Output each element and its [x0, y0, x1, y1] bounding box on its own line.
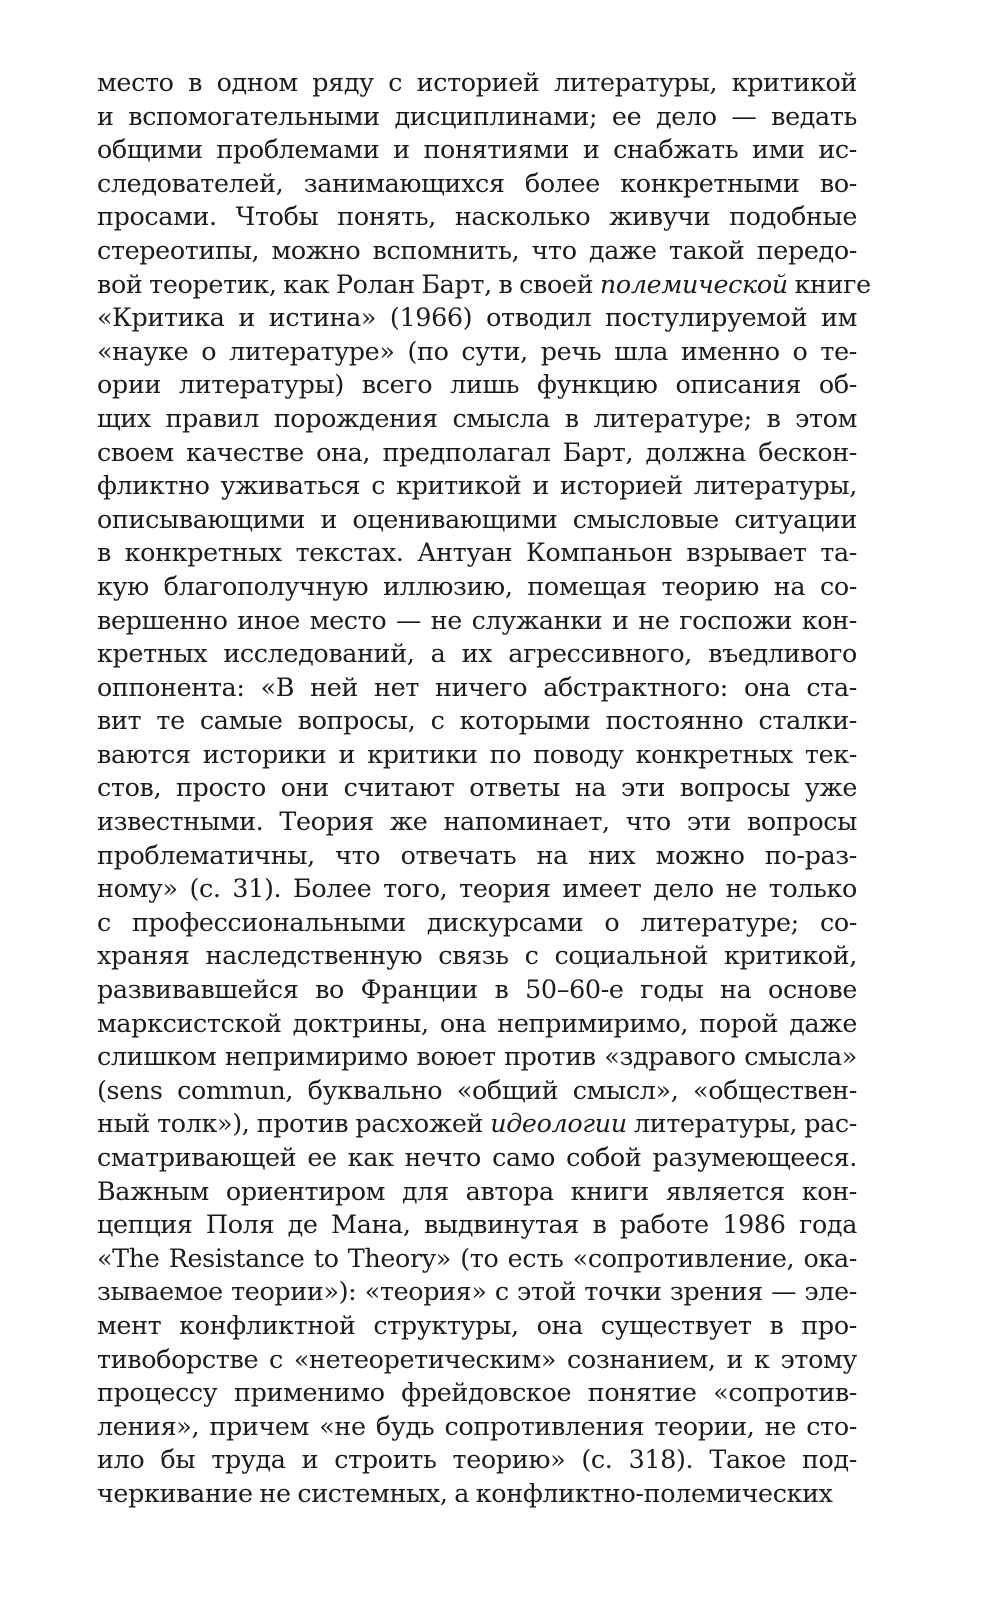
text-line — [97, 469, 857, 503]
text-segment: ории литературы) всего лишь функцию описания об- — [97, 369, 857, 400]
text-line — [97, 133, 857, 167]
text-line — [97, 503, 857, 537]
text-segment: слишком непримиримо воюет против «здравого смысла» — [97, 1041, 857, 1072]
text-line — [97, 1007, 857, 1041]
text-line — [97, 973, 857, 1007]
text-line — [97, 301, 857, 335]
text-segment: вой теоретик, как Ролан Барт, в своей — [97, 268, 600, 299]
text-segment: своем качестве она, предполагал Барт, должна бескон- — [97, 436, 857, 467]
text-segment: ило бы труда и строить теорию» (с. 318). Такое под- — [97, 1444, 857, 1475]
text-line — [97, 1477, 857, 1511]
text-segment: цепция Поля де Мана, выдвинутая в работе 1986 года — [97, 1209, 857, 1240]
text-segment: описывающими и оценивающими смысловые ситуации — [97, 503, 857, 534]
text-line — [97, 805, 857, 839]
text-segment: общими проблемами и понятиями и снабжать ими ис- — [97, 134, 857, 165]
body-text — [97, 66, 871, 1511]
text-line — [97, 1410, 857, 1444]
text-line — [97, 1074, 857, 1108]
text-line — [97, 335, 857, 369]
text-segment: место в одном ряду с историей литературы, критикой — [97, 67, 857, 97]
text-segment: с профессиональными дискурсами о литературе; со- — [97, 906, 857, 937]
text-segment: зываемое теории»): «теория» с этой точки зрения — эле- — [97, 1276, 857, 1307]
text-segment: черкивание не системных, а конфликтно-полемических — [97, 1477, 833, 1508]
text-line — [97, 1275, 857, 1309]
text-line — [97, 234, 857, 268]
text-segment: следователей, занимающихся более конкретными во- — [97, 167, 857, 198]
text-line — [97, 1309, 857, 1343]
text-segment: книге — [787, 268, 871, 299]
text-segment: известными. Теория же напоминает, что эти вопросы — [97, 806, 857, 837]
text-segment: стереотипы, можно вспомнить, что даже такой передо- — [97, 234, 857, 265]
text-segment: кую благополучную иллюзию, помещая теорию на со- — [97, 570, 857, 601]
text-line — [97, 167, 857, 201]
text-line — [97, 1107, 857, 1141]
text-line — [97, 368, 857, 402]
text-segment: (sens commun, буквально «общий смысл», «обществен- — [97, 1074, 857, 1105]
text-segment: литературы, рас- — [626, 1108, 857, 1139]
text-line — [97, 570, 857, 604]
text-segment: вершенно иное место — не служанки и не госпожи кон- — [97, 604, 857, 635]
text-segment: «науке о литературе» (по сути, речь шла именно о те- — [97, 335, 857, 366]
text-line — [97, 671, 857, 705]
text-line — [97, 100, 857, 134]
text-segment: тивоборстве с «нетеоретическим» сознанием, и к этому — [97, 1343, 857, 1374]
text-line — [97, 939, 857, 973]
text-segment: просами. Чтобы понять, насколько живучи подобные — [97, 201, 857, 232]
text-segment: ваются историки и критики по поводу конкретных тек- — [97, 738, 857, 769]
text-segment: «Критика и истина» (1966) отводил постулируемой им — [97, 302, 857, 333]
text-line — [97, 1376, 857, 1410]
text-segment: вит те самые вопросы, с которыми постоянно сталки- — [97, 705, 857, 736]
text-segment: ный толк»), против расхожей — [97, 1108, 491, 1139]
text-segment: стов, просто они считают ответы на эти вопросы уже — [97, 772, 857, 803]
text-segment: щих правил порождения смысла в литературе; в этом — [97, 402, 857, 433]
text-segment: «The Resistance to Theory» (то есть «сопротивление, ока- — [97, 1242, 857, 1273]
italic-text: идеологии — [490, 1108, 627, 1139]
text-line — [97, 436, 857, 470]
text-line — [97, 200, 857, 234]
text-segment: в конкретных текстах. Антуан Компаньон взрывает та- — [97, 537, 857, 568]
italic-text: полемической — [599, 268, 788, 299]
text-line — [97, 1242, 857, 1276]
text-segment: сматривающей ее как нечто само собой разумеющееся. — [97, 1142, 857, 1172]
text-line — [97, 637, 857, 671]
text-segment: ления», причем «не будь сопротивления теории, не сто- — [97, 1410, 857, 1441]
text-line — [97, 1343, 857, 1377]
text-segment: ному» (с. 31). Более того, теория имеет дело не только — [97, 873, 857, 904]
text-segment: оппонента: «В ней нет ничего абстрактного: она ста- — [97, 671, 857, 702]
text-segment: Важным ориентиром для автора книги является кон- — [97, 1175, 857, 1206]
text-line — [97, 268, 871, 302]
text-line — [97, 604, 857, 638]
text-line — [97, 1175, 857, 1209]
text-segment: процессу применимо фрейдовское понятие «сопротив- — [97, 1377, 857, 1408]
text-segment: проблематичны, что отвечать на них можно по-раз- — [97, 839, 857, 870]
text-line — [97, 704, 857, 738]
text-line — [97, 1040, 857, 1074]
text-segment: и вспомогательными дисциплинами; ее дело — ведать — [97, 100, 857, 131]
text-line — [97, 872, 857, 906]
text-line — [97, 738, 857, 772]
text-line — [97, 402, 857, 436]
text-segment: фликтно уживаться с критикой и историей литературы, — [97, 470, 857, 501]
text-line — [97, 1141, 857, 1175]
text-segment: развивавшейся во Франции в 50–60-е годы на основе — [97, 974, 857, 1005]
text-line — [97, 66, 857, 100]
text-segment: мент конфликтной структуры, она существует в про- — [97, 1309, 857, 1340]
text-line — [97, 771, 857, 805]
text-segment: кретных исследований, а их агрессивного, въедливого — [97, 638, 857, 669]
text-segment: храняя наследственную связь с социальной критикой, — [97, 940, 857, 971]
text-line — [97, 1208, 857, 1242]
text-line — [97, 906, 857, 940]
text-segment: марксистской доктрины, она непримиримо, порой даже — [97, 1007, 857, 1038]
text-line — [97, 1443, 857, 1477]
text-line — [97, 536, 857, 570]
text-line — [97, 839, 857, 873]
